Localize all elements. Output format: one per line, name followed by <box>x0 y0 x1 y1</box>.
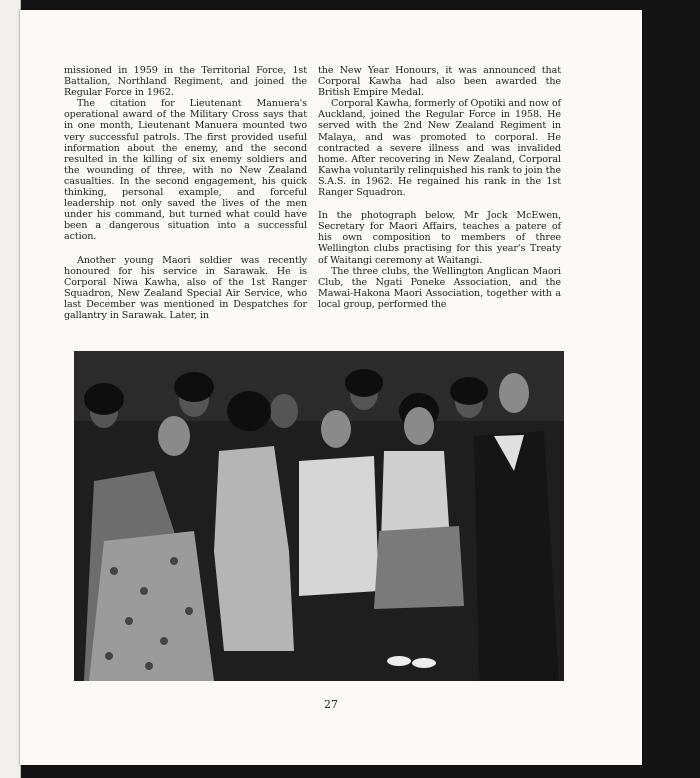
left-paragraph-3: Another young Maori soldier was recently honoured for his service in Sarawak. He is Corporal Niwa Kawha, also of the 1st Ranger Squadron, New Zealand Special Air Service, who last December was mentioned in Despatches for gallantry in Sarawak. Later, in <box>64 254 307 321</box>
group-photograph <box>74 351 564 681</box>
magazine-page <box>20 10 642 765</box>
left-paragraph-1: missioned in 1959 in the Territorial Force, 1st Battalion, Northland Regiment, and joined the Regular Force in 1962. <box>64 65 307 99</box>
page-number: 27 <box>324 698 338 711</box>
left-text-column <box>64 65 307 321</box>
right-paragraph-3: In the photograph below, Mr Jock McEwen, Secretary for Maori Affairs, teaches a patere of his own composition to members of three Wellington clubs practising for this year's Treaty of Waitangi ceremony at Waitangi. <box>318 210 561 266</box>
left-paragraph-2: The citation for Lieutenant Manuera's operational award of the Military Cross says that in one month, Lieutenant Manuera mounted two very successful patrols. The first provided useful information about the enemy, and the second resulted in the killing of six enemy soldiers and the wounding of three, with no New Zealand casualties. In the second engagement, his quick thinking, personal example, and forceful leadership not only saved the lives of the men under his command, but turned what could have been a dangerous situation into a successful action. <box>64 98 307 243</box>
right-paragraph-2: Corporal Kawha, formerly of Opotiki and now of Auckland, joined the Regular Force in 1958. He served with the 2nd New Zealand Regiment in Malaya, and was promoted to corporal. He contracted a severe illness and was invalided home. After recovering in New Zealand, Corporal Kawha voluntarily relinquished his rank to join the S.A.S. in 1962. He regained his rank in the 1st Ranger Squadron. <box>318 98 561 199</box>
photograph-illustration <box>74 351 564 681</box>
facing-page-edge <box>0 0 21 778</box>
right-text-column <box>318 65 561 310</box>
right-paragraph-1: the New Year Honours, it was announced that Corporal Kawha had also been awarded the British Empire Medal. <box>318 65 561 99</box>
right-paragraph-4: The three clubs, the Wellington Anglican Maori Club, the Ngati Poneke Association, and the Mawai-Hakona Maori Association, together with a local group, performed the <box>318 265 561 310</box>
